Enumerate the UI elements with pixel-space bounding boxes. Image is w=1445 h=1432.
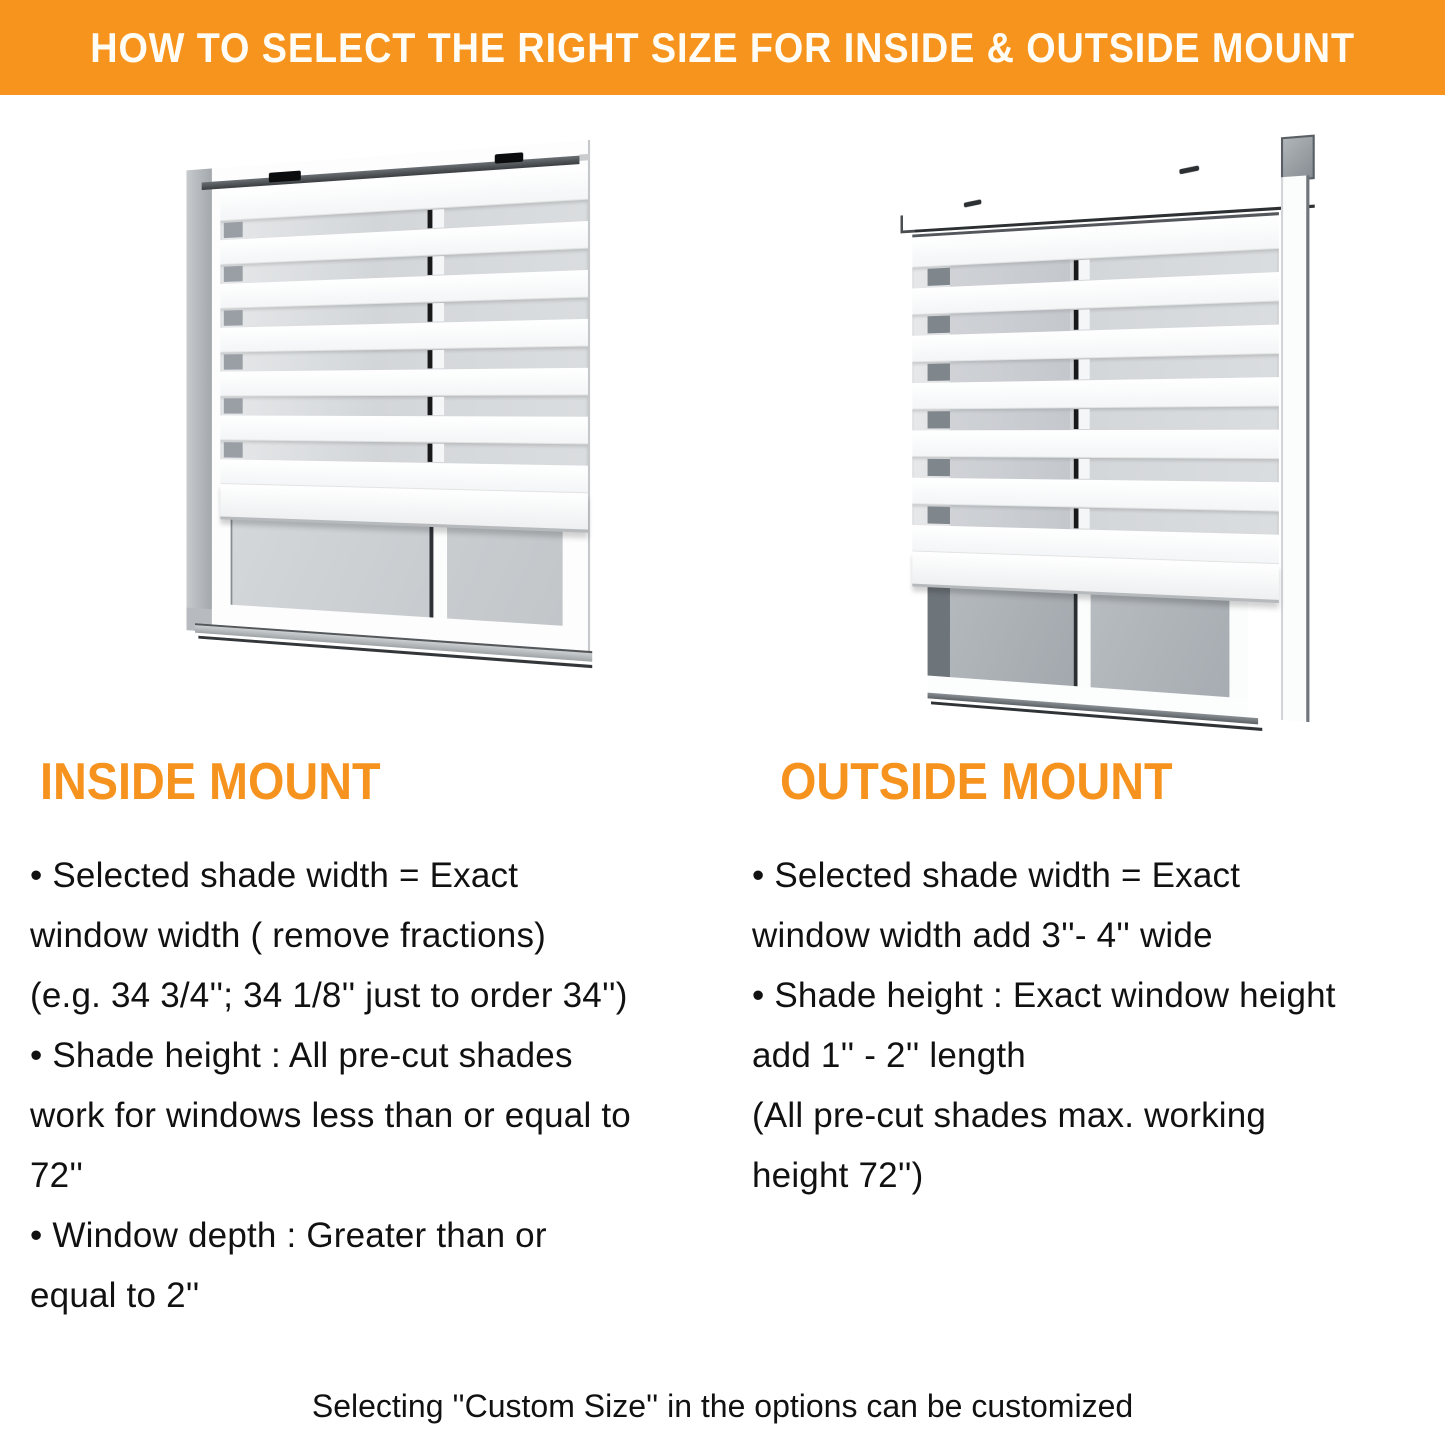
mullion-gap — [1078, 359, 1089, 379]
spec-line: • Selected shade width = Exact — [30, 856, 519, 895]
jamb-glimpse — [224, 354, 243, 370]
spec-line: • Shade height : All pre-cut shades — [30, 1036, 573, 1075]
mounting-clip — [495, 152, 523, 163]
zebra-blind — [912, 212, 1279, 603]
zebra-blind — [220, 166, 588, 533]
spec-line: (All pre-cut shades max. working — [752, 1096, 1267, 1135]
glass-tint — [950, 408, 1070, 430]
outside-mount-specs — [752, 846, 1432, 1206]
mullion-gap — [1078, 260, 1089, 280]
glass-tint — [950, 457, 1070, 480]
jamb-glimpse — [928, 411, 950, 428]
window-right-stile — [1281, 175, 1309, 722]
window-stile — [1229, 598, 1247, 699]
window-mullion — [1078, 591, 1091, 687]
banner — [0, 0, 1445, 95]
mullion-gap — [432, 303, 444, 322]
inside-mount-heading: INSIDE MOUNT — [40, 753, 381, 811]
glass-tint — [950, 309, 1070, 334]
jamb-glimpse — [224, 266, 243, 282]
mullion-gap — [432, 444, 444, 463]
spec-line: equal to 2'' — [30, 1276, 200, 1315]
jamb-glimpse — [928, 506, 950, 524]
outside-mount-illustration — [876, 148, 1326, 726]
window-glass — [950, 585, 1074, 686]
jamb-glimpse — [928, 316, 950, 334]
spec-line: (e.g. 34 3/4''; 34 1/8'' just to order 34'') — [30, 976, 628, 1015]
jamb-glimpse — [928, 459, 950, 476]
glass-tint — [950, 505, 1070, 529]
jamb-glimpse — [224, 442, 243, 458]
mullion-gap — [432, 397, 444, 415]
window-jamb — [928, 584, 950, 684]
spec-line: 72'' — [30, 1156, 84, 1195]
jamb-glimpse — [224, 398, 243, 413]
inside-mount-specs — [30, 846, 730, 1326]
jamb-glimpse — [928, 363, 950, 381]
zebra-sheer-band — [912, 407, 1279, 431]
spec-line: add 1'' - 2'' length — [752, 1036, 1026, 1075]
window-jamb — [187, 168, 212, 632]
glass-tint — [950, 359, 1070, 383]
jamb-glimpse — [224, 222, 243, 238]
mullion-gap — [1078, 309, 1089, 329]
spec-line: work for windows less than or equal to — [30, 1096, 631, 1135]
spec-line: window width add 3''- 4'' wide — [752, 916, 1213, 955]
window-glass — [1091, 592, 1230, 698]
mullion-gap — [1078, 509, 1089, 529]
jamb-glimpse — [928, 268, 950, 286]
mount-bracket-endcap — [1281, 135, 1315, 182]
zebra-sheer-band — [220, 395, 588, 416]
headrail-end — [579, 154, 590, 161]
mullion-gap — [432, 209, 444, 228]
spec-line: height 72'') — [752, 1156, 924, 1195]
jamb-glimpse — [224, 310, 243, 326]
spec-line: • Window depth : Greater than or — [30, 1216, 547, 1255]
spec-line: • Shade height : Exact window height — [752, 976, 1336, 1015]
banner-title: HOW TO SELECT THE RIGHT SIZE FOR INSIDE & OUTSIDE MOUNT — [90, 23, 1355, 71]
spec-line: • Selected shade width = Exact — [752, 856, 1241, 895]
wall-corner-line — [900, 215, 914, 234]
zebra-solid-band — [220, 368, 588, 397]
inside-mount-illustration — [162, 152, 592, 657]
mullion-gap — [432, 350, 444, 368]
spec-line: window width ( remove fractions) — [30, 916, 547, 955]
mullion-gap — [432, 256, 444, 275]
zebra-solid-band — [912, 430, 1279, 459]
outside-mount-heading: OUTSIDE MOUNT — [780, 753, 1173, 811]
mullion-gap — [1078, 459, 1089, 479]
mullion-gap — [1078, 409, 1089, 429]
custom-size-note: Selecting ''Custom Size'' in the options can be customized — [311, 1388, 1134, 1424]
